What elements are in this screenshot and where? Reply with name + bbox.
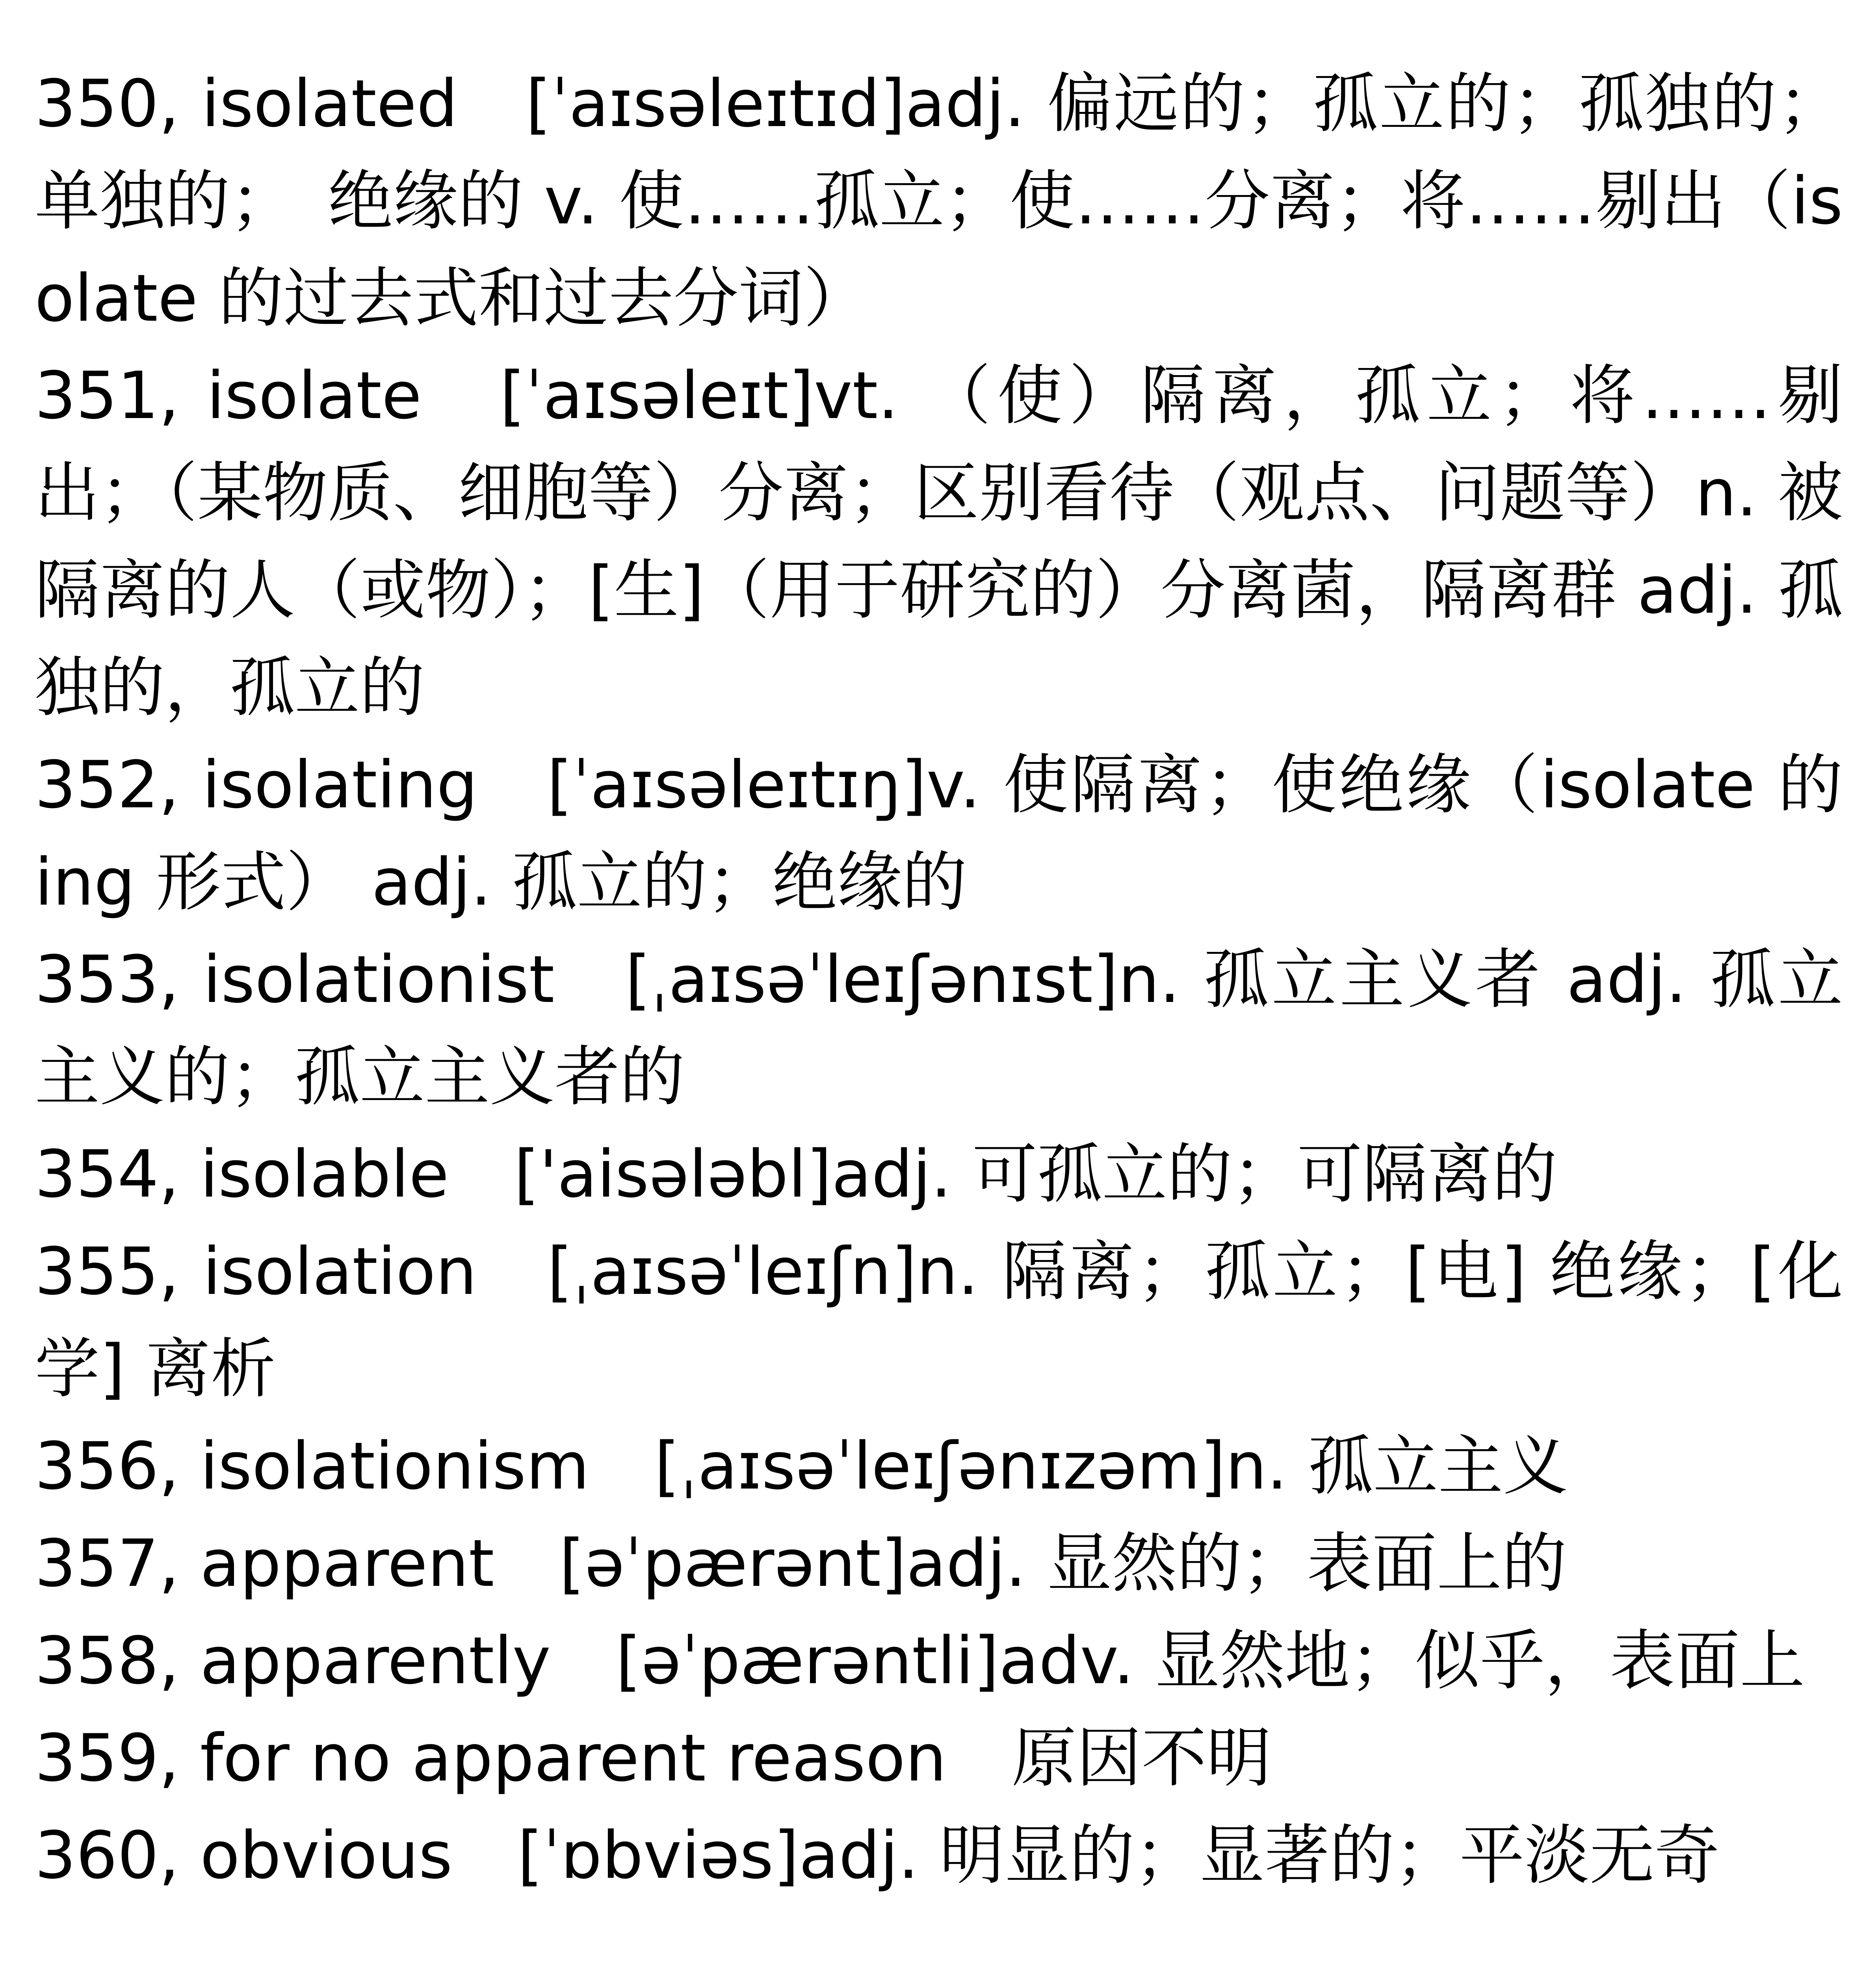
vocab-entry-360: 360, obvious [ˈɒbviəs]adj. 明显的；显著的；平淡无奇 <box>35 1818 1720 1893</box>
vocab-entry-353: 353, isolationist [ˌaɪsəˈleɪʃənɪst]n. 孤立主义者 adj. 孤立主义的；孤立主义者的 <box>35 942 1843 1115</box>
vocab-entry-357: 357, apparent [əˈpærənt]adj. 显然的；表面上的 <box>35 1526 1567 1601</box>
vocab-entry-358: 358, apparently [əˈpærəntli]adv. 显然地；似乎，表面上 <box>35 1623 1805 1699</box>
vocab-entry-356: 356, isolationism [ˌaɪsəˈleɪʃənɪzəm]n. 孤立主义 <box>35 1428 1568 1504</box>
vocab-entry-354: 354, isolable ['aisələbl]adj. 可孤立的；可隔离的 <box>35 1136 1557 1212</box>
vocab-entry-351: 351, isolate [ˈaɪsəleɪt]vt. （使）隔离，孤立；将……剔出；（某物质、细胞等）分离；区别看待（观点、问题等）n. 被隔离的人（或物）；[生]（用于研究的）分离菌，隔离群 adj. 孤独的，孤立的 <box>35 358 1843 725</box>
vocab-entry-352: 352, isolating [ˈaɪsəleɪtɪŋ]v. 使隔离；使绝缘（isolate 的 ing 形式） adj. 孤立的；绝缘的 <box>35 747 1864 920</box>
vocab-entry-355: 355, isolation [ˌaɪsəˈleɪʃn]n. 隔离；孤立；[电] 绝缘；[化学] 离析 <box>35 1234 1843 1407</box>
vocabulary-list <box>35 55 1864 1904</box>
vocab-entry-350: 350, isolated [ˈaɪsəleɪtɪd]adj. 偏远的；孤立的；孤独的；单独的； 绝缘的 v. 使……孤立；使……分离；将……剔出（isolate 的过去式和过去分词） <box>35 66 1843 336</box>
vocab-entry-359: 359, for no apparent reason 原因不明 <box>35 1720 1272 1796</box>
